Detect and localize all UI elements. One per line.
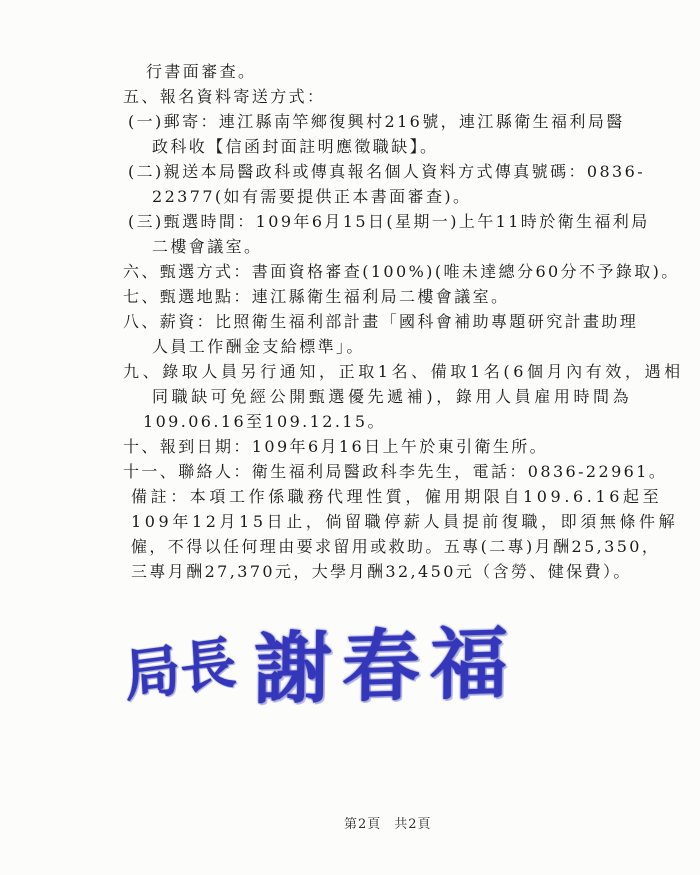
signature-name: 謝春福 <box>253 617 519 716</box>
doc-line-item-5-2-cont: 22377(如有需要提供正本書面審查)。 <box>152 187 472 206</box>
doc-line-item-11: 十一、聯絡人：衛生福利局醫政科李先生，電話：0836-22961。 <box>123 462 668 481</box>
doc-line-item-6: 六、甄選方式：書面資格審查(100%)(唯未達總分60分不予錄取)。 <box>123 262 680 281</box>
director-signature-stamp <box>123 601 520 723</box>
doc-line-item-10: 十、報到日期：109年6月16日上午於東引衛生所。 <box>123 437 549 456</box>
doc-line-note-1: 備註：本項工作係職務代理性質，僱用期限自109.6.16起至 <box>131 487 663 506</box>
doc-line-item-7: 七、甄選地點：連江縣衛生福利局二樓會議室。 <box>123 287 510 306</box>
doc-line-item-8: 八、薪資：比照衛生福利部計畫「國科會補助專題研究計畫助理 <box>123 312 639 331</box>
doc-line-item-5: 五、報名資料寄送方式： <box>123 87 326 106</box>
doc-line-note-4: 三專月酬27,370元，大學月酬32,450元（含勞、健保費）。 <box>131 562 632 581</box>
doc-line-continuation: 行書面審查。 <box>146 62 257 81</box>
document-body <box>0 59 700 584</box>
doc-line-item-9: 九、錄取人員另行通知，正取1名、備取1名(6個月內有效，遇相 <box>123 362 684 381</box>
doc-line-note-2: 109年12月15日止，倘留職停薪人員提前復職，即須無條件解 <box>131 512 679 531</box>
doc-line-item-5-3-cont: 二樓會議室。 <box>152 237 263 256</box>
footer-page-number: 第2頁 <box>344 817 382 832</box>
doc-line-item-5-2: (二)親送本局醫政科或傳真報名個人資料方式傳真號碼：0836- <box>128 162 646 181</box>
signature-title: 局長 <box>122 629 238 711</box>
page-footer <box>344 813 432 832</box>
doc-line-note-3: 僱，不得以任何理由要求留用或救助。五專(二專)月酬25,350， <box>131 537 661 556</box>
doc-line-item-5-1: (一)郵寄：連江縣南竿鄉復興村216號，連江縣衛生福利局醫 <box>128 112 625 131</box>
doc-line-item-9-cont1: 同職缺可免經公開甄選優先遞補)，錄用人員雇用時間為 <box>152 387 633 406</box>
footer-page-total: 共2頁 <box>394 817 432 832</box>
doc-line-item-5-1-cont: 政科收【信函封面註明應徵職缺】。 <box>152 137 439 156</box>
doc-line-item-5-3: (三)甄選時間：109年6月15日(星期一)上午11時於衛生福利局 <box>128 212 650 231</box>
doc-line-item-9-cont2: 109.06.16至109.12.15。 <box>143 412 386 431</box>
doc-line-item-8-cont: 人員工作酬金支給標準」。 <box>152 337 365 356</box>
